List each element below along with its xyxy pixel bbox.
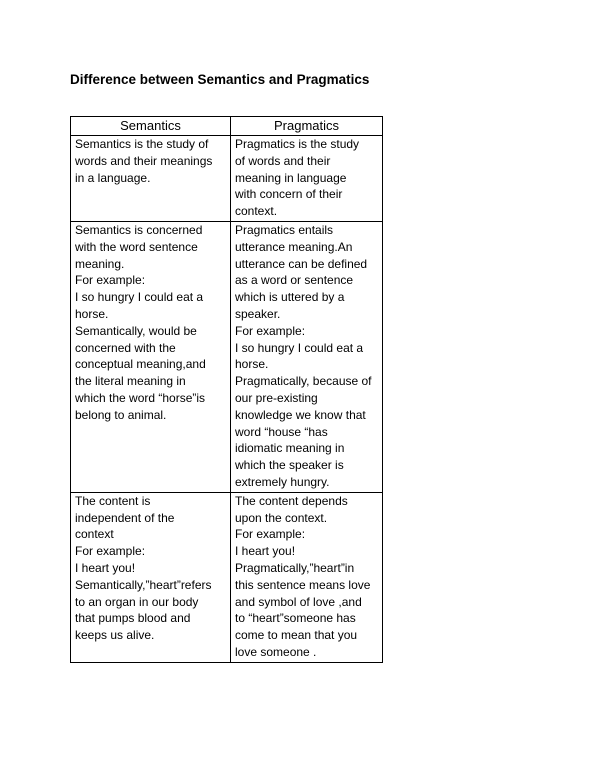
table-cell-semantics — [71, 492, 231, 662]
cell-text-line: to “heart”someone has — [235, 611, 356, 626]
cell-text-line: which the word “horse”is — [75, 390, 206, 405]
table-cell-pragmatics — [231, 221, 383, 492]
cell-text-line: Pragmatically, because of — [235, 374, 372, 389]
cell-text-line: which the speaker is — [235, 458, 344, 473]
cell-text-line: speaker. — [235, 306, 281, 321]
cell-text-line: For example: — [235, 323, 306, 338]
table-body — [71, 136, 383, 663]
cell-text-line: and symbol of love ,and — [235, 594, 362, 609]
cell-text-line: our pre-existing — [235, 390, 318, 405]
cell-text-line: with concern of their — [235, 187, 343, 202]
cell-text-line: words and their meanings — [75, 153, 213, 168]
cell-text-line: extremely hungry. — [235, 474, 330, 489]
cell-text-line: come to mean that you — [235, 628, 358, 643]
cell-text-line: meaning. — [75, 256, 125, 271]
cell-text-line: as a word or sentence — [235, 273, 354, 288]
table-cell-semantics — [71, 136, 231, 222]
cell-text-line: I heart you! — [75, 560, 136, 575]
cell-text-line: I heart you! — [235, 544, 296, 559]
cell-text-line: meaning in language — [235, 170, 347, 185]
cell-text-line: For example: — [75, 273, 146, 288]
cell-text-line: For example: — [235, 527, 306, 542]
cell-text-line: word “house “has — [235, 424, 328, 439]
table-row — [71, 221, 383, 492]
cell-text-line: The content is — [75, 493, 151, 508]
table-cell-pragmatics — [231, 136, 383, 222]
cell-text-line: context. — [235, 204, 278, 219]
cell-text-line: upon the context. — [235, 510, 328, 525]
table-row — [71, 492, 383, 662]
column-header-pragmatics: Pragmatics — [231, 117, 383, 136]
table-row — [71, 136, 383, 222]
cell-text-line: the literal meaning in — [75, 374, 186, 389]
cell-text-line: utterance meaning.An — [235, 239, 353, 254]
cell-text-line: context — [75, 527, 114, 542]
cell-text-line: I so hungry I could eat a — [75, 290, 204, 305]
cell-text-line: Semantics is the study of — [75, 137, 209, 151]
cell-text-line: love someone . — [235, 644, 317, 659]
cell-text-line: horse. — [235, 357, 269, 372]
cell-text-line: independent of the — [75, 510, 175, 525]
cell-text-line: which is uttered by a — [235, 290, 345, 305]
cell-text-line: to an organ in our body — [75, 594, 199, 609]
cell-text-line: this sentence means love — [235, 577, 371, 592]
table-cell-semantics — [71, 221, 231, 492]
cell-text-line: Semantically, would be — [75, 323, 197, 338]
cell-text-line: utterance can be defined — [235, 256, 368, 271]
cell-text-line: concerned with the — [75, 340, 176, 355]
cell-text-line: knowledge we know that — [235, 407, 366, 422]
cell-text-line: I so hungry I could eat a — [235, 340, 364, 355]
cell-text-line: For example: — [75, 544, 146, 559]
cell-text-line: in a language. — [75, 170, 151, 185]
cell-text-line: conceptual meaning,and — [75, 357, 206, 372]
table-cell-pragmatics — [231, 492, 383, 662]
page-title: Difference between Semantics and Pragmatics — [70, 72, 370, 87]
cell-text-line: with the word sentence — [75, 239, 198, 254]
cell-text-line: Pragmatics entails — [235, 222, 334, 237]
cell-text-line: keeps us alive. — [75, 628, 155, 643]
cell-text-line: horse. — [75, 306, 109, 321]
cell-text-line: The content depends — [235, 493, 348, 508]
comparison-table — [70, 116, 383, 663]
cell-text-line: Pragmatically,”heart”in — [235, 560, 355, 575]
cell-text-line: belong to animal. — [75, 407, 167, 422]
cell-text-line: Semantically,”heart”refers — [75, 577, 212, 592]
column-header-semantics: Semantics — [71, 117, 231, 136]
cell-text-line: Semantics is concerned — [75, 222, 203, 237]
table-header-row — [71, 117, 383, 136]
cell-text-line: of words and their — [235, 153, 331, 168]
cell-text-line: Pragmatics is the study — [235, 137, 360, 151]
cell-text-line: that pumps blood and — [75, 611, 191, 626]
cell-text-line: idiomatic meaning in — [235, 441, 345, 456]
